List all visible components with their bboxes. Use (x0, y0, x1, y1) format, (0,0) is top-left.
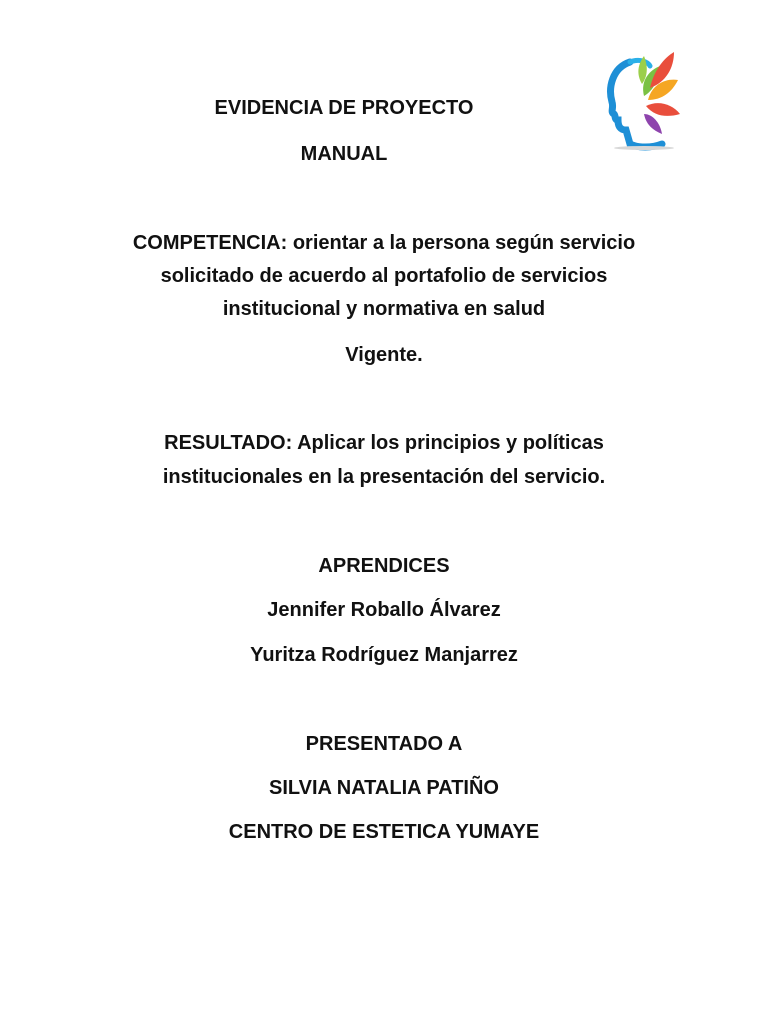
resultado-line-2: institucionales en la presentación del servicio. (162, 466, 606, 488)
document-subtitle: MANUAL (300, 143, 388, 165)
aprendiz-name: Jennifer Roballo Álvarez (267, 599, 501, 621)
competencia-line-2: solicitado de acuerdo al portafolio de servicios (160, 265, 608, 287)
aprendiz-name: Yuritza Rodríguez Manjarrez (250, 644, 518, 666)
document-title: EVIDENCIA DE PROYECTO (214, 97, 474, 119)
competencia-line-3: institucional y normativa en salud (222, 298, 546, 320)
aprendices-heading: APRENDICES (318, 555, 450, 577)
resultado-line-1: RESULTADO: Aplicar los principios y políticas (164, 432, 604, 454)
competencia-line-1: COMPETENCIA: orientar a la persona según servicio (132, 232, 636, 254)
presentado-heading: PRESENTADO A (305, 733, 463, 755)
presentado-name: SILVIA NATALIA PATIÑO (269, 777, 499, 799)
competencia-line-4: Vigente. (345, 344, 423, 366)
center-name: CENTRO DE ESTETICA YUMAYE (228, 821, 540, 843)
